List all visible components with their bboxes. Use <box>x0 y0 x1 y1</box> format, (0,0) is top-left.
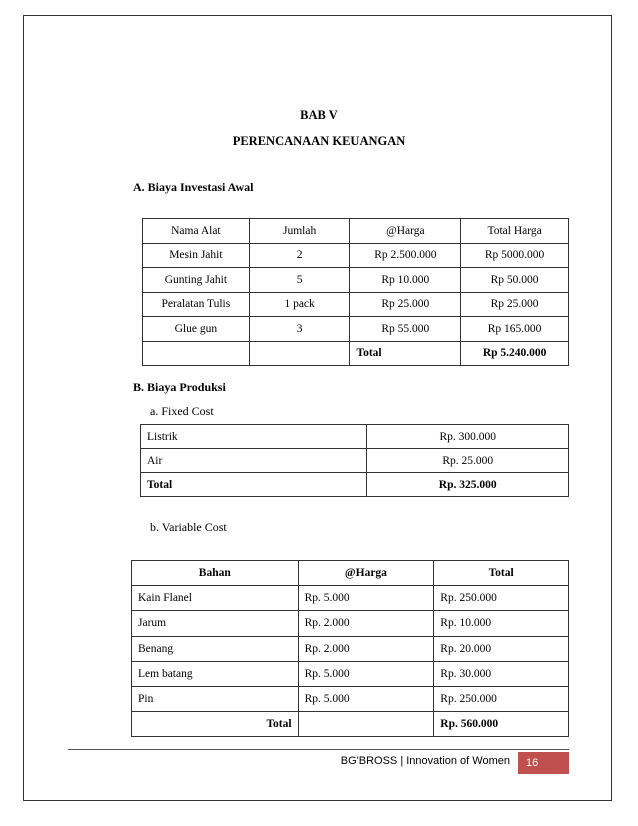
table-total-row <box>143 341 569 366</box>
table-cell: 3 <box>249 317 350 342</box>
table-cell <box>249 341 350 366</box>
table-cell: Rp 2.500.000 <box>350 243 461 268</box>
table-cell: Gunting Jahit <box>143 268 250 293</box>
total-label: Total <box>141 473 367 497</box>
footer-divider <box>68 749 569 750</box>
table-cell: Rp. 5.000 <box>298 586 434 611</box>
table-cell: Rp 165.000 <box>461 317 569 342</box>
table-cell: Rp. 250.000 <box>434 686 569 711</box>
column-header: Total <box>434 561 569 586</box>
table-cell: Rp. 300.000 <box>367 425 569 449</box>
footer-text: BG'BROSS | Innovation of Women <box>340 755 510 767</box>
table-cell: Rp. 20.000 <box>434 636 569 661</box>
table-cell: 1 pack <box>249 292 350 317</box>
table-cell: Peralatan Tulis <box>143 292 250 317</box>
total-value: Rp. 325.000 <box>367 473 569 497</box>
table-row <box>132 586 569 611</box>
table-row <box>132 686 569 711</box>
table-row <box>143 243 569 268</box>
table-cell: Glue gun <box>143 317 250 342</box>
table-row <box>143 292 569 317</box>
table-cell: Rp. 2.000 <box>298 636 434 661</box>
page-number: 16 <box>518 752 569 774</box>
table-cell <box>143 341 250 366</box>
column-header: @Harga <box>298 561 434 586</box>
table-cell: Rp. 250.000 <box>434 586 569 611</box>
table-cell: Jarum <box>132 611 299 636</box>
table-cell: Rp. 2.000 <box>298 611 434 636</box>
table-cell: Rp. 5.000 <box>298 686 434 711</box>
section-b-heading: B. Biaya Produksi <box>133 380 226 394</box>
table-cell: Rp. 10.000 <box>434 611 569 636</box>
variable-cost-heading: b. Variable Cost <box>150 520 227 534</box>
table-cell: Rp. 25.000 <box>367 449 569 473</box>
total-value: Rp 5.240.000 <box>461 341 569 366</box>
total-label: Total <box>132 712 299 737</box>
table-cell: Rp 25.000 <box>350 292 461 317</box>
column-header: Jumlah <box>249 219 350 244</box>
table-cell: Benang <box>132 636 299 661</box>
table-row <box>132 611 569 636</box>
column-header: Bahan <box>132 561 299 586</box>
table-total-row <box>141 473 569 497</box>
column-header: Nama Alat <box>143 219 250 244</box>
variable-cost-table <box>131 560 569 737</box>
table-cell: 2 <box>249 243 350 268</box>
table-cell: Rp. 30.000 <box>434 661 569 686</box>
total-label: Total <box>350 341 461 366</box>
column-header: Total Harga <box>461 219 569 244</box>
table-cell: Kain Flanel <box>132 586 299 611</box>
table-cell: Rp 10.000 <box>350 268 461 293</box>
table-cell: Rp 50.000 <box>461 268 569 293</box>
table-cell: Mesin Jahit <box>143 243 250 268</box>
table-cell <box>298 712 434 737</box>
table-row <box>132 661 569 686</box>
fixed-cost-table <box>140 424 569 497</box>
fixed-cost-heading: a. Fixed Cost <box>150 404 214 418</box>
investment-table <box>142 218 569 366</box>
table-row <box>143 317 569 342</box>
table-total-row <box>132 712 569 737</box>
table-cell: Rp 55.000 <box>350 317 461 342</box>
chapter-title: BAB V <box>300 108 338 122</box>
table-cell: 5 <box>249 268 350 293</box>
table-cell: Lem batang <box>132 661 299 686</box>
section-a-heading: A. Biaya Investasi Awal <box>133 180 254 194</box>
table-header-row <box>132 561 569 586</box>
table-row <box>141 449 569 473</box>
table-row <box>141 425 569 449</box>
table-cell: Air <box>141 449 367 473</box>
table-cell: Pin <box>132 686 299 711</box>
table-cell: Listrik <box>141 425 367 449</box>
page-title: PERENCANAAN KEUANGAN <box>232 134 406 148</box>
total-value: Rp. 560.000 <box>434 712 569 737</box>
table-cell: Rp. 5.000 <box>298 661 434 686</box>
table-row <box>143 268 569 293</box>
table-header-row <box>143 219 569 244</box>
column-header: @Harga <box>350 219 461 244</box>
table-cell: Rp 25.000 <box>461 292 569 317</box>
table-row <box>132 636 569 661</box>
table-cell: Rp 5000.000 <box>461 243 569 268</box>
